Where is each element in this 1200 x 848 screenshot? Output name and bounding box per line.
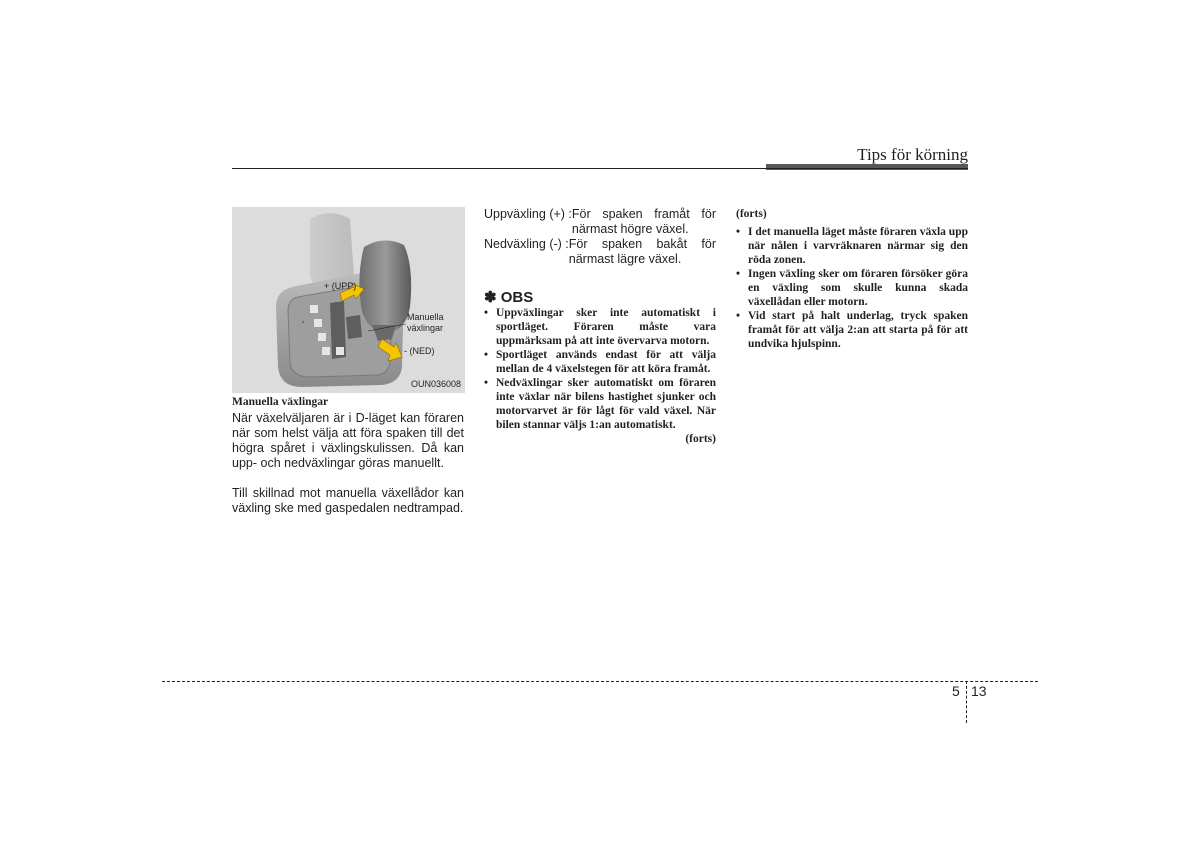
list-item: • Sportläget används endast för att välja mellan de 4 växelstegen för att köra framåt.: [484, 348, 716, 376]
header-accent-bar: [766, 164, 968, 170]
page-number: 13: [971, 683, 987, 699]
definition-term: Nedväxling (-) :: [484, 237, 569, 251]
column-3: [736, 207, 968, 351]
running-header-title: Tips för körning: [857, 145, 968, 164]
list-item: • Uppväxlingar sker inte automatiskt i sportläget. Föraren måste vara uppmärksam på att inte övervarva motorn.: [484, 306, 716, 348]
gear-shifter-figure: [232, 207, 465, 393]
list-item: • I det manuella läget måste föraren växla upp när nålen i varvräknaren närmar sig den röda zonen.: [736, 225, 968, 267]
column-2: [484, 207, 716, 446]
figure-caption: Manuella växlingar: [232, 396, 329, 408]
header-rule: [232, 168, 968, 169]
footer-rule: [162, 681, 1038, 682]
footer-divider: [966, 681, 967, 723]
chapter-number: 5: [952, 683, 960, 699]
obs-bullet-list: [484, 306, 716, 432]
body-paragraph-1: När växelväljaren är i D-läget kan föraren när som helst välja att föra spaken till det högra spåret i växlingskulissen. Då kan upp- och nedväxlingar göras manuellt.: [232, 411, 464, 470]
body-paragraph-2: Till skillnad mot manuella växellådor kan växling ske med gaspedalen nedtrampad.: [232, 486, 464, 515]
downshift-label: - (NED): [404, 346, 435, 356]
list-item: • Nedväxlingar sker automatiskt om föraren inte växlar när bilens hastighet sjunker och motorvarvet är för lågt för vald växel. När bilen stannar väljs 1:an automatiskt.: [484, 376, 716, 432]
manual-label-line2: växlingar: [407, 323, 444, 333]
definition-upshift: [484, 207, 716, 237]
continued-marker: (forts): [685, 433, 716, 445]
definition-desc: För spaken framåt för närmast högre växel.: [571, 207, 716, 236]
definition-term: Uppväxling (+) :: [484, 207, 572, 221]
obs-bullet-list-continued: [736, 225, 968, 351]
definition-desc: För spaken bakåt för närmast lägre växel.: [568, 237, 716, 266]
definition-downshift: [484, 237, 716, 267]
obs-heading: ✽ OBS: [484, 289, 534, 306]
list-item: • Vid start på halt underlag, tryck spaken framåt för att välja 2:an att starta på för att undvika hjulspinn.: [736, 309, 968, 351]
continued-from-marker: (forts): [736, 208, 767, 220]
manual-label-line1: Manuella: [407, 312, 444, 322]
gear-shifter-illustration: [232, 207, 465, 393]
list-item: • Ingen växling sker om föraren försöker göra en växling som skulle kunna skada växellådan eller motorn.: [736, 267, 968, 309]
figure-code: OUN036008: [410, 379, 461, 389]
upshift-label: + (UPP): [324, 281, 357, 291]
